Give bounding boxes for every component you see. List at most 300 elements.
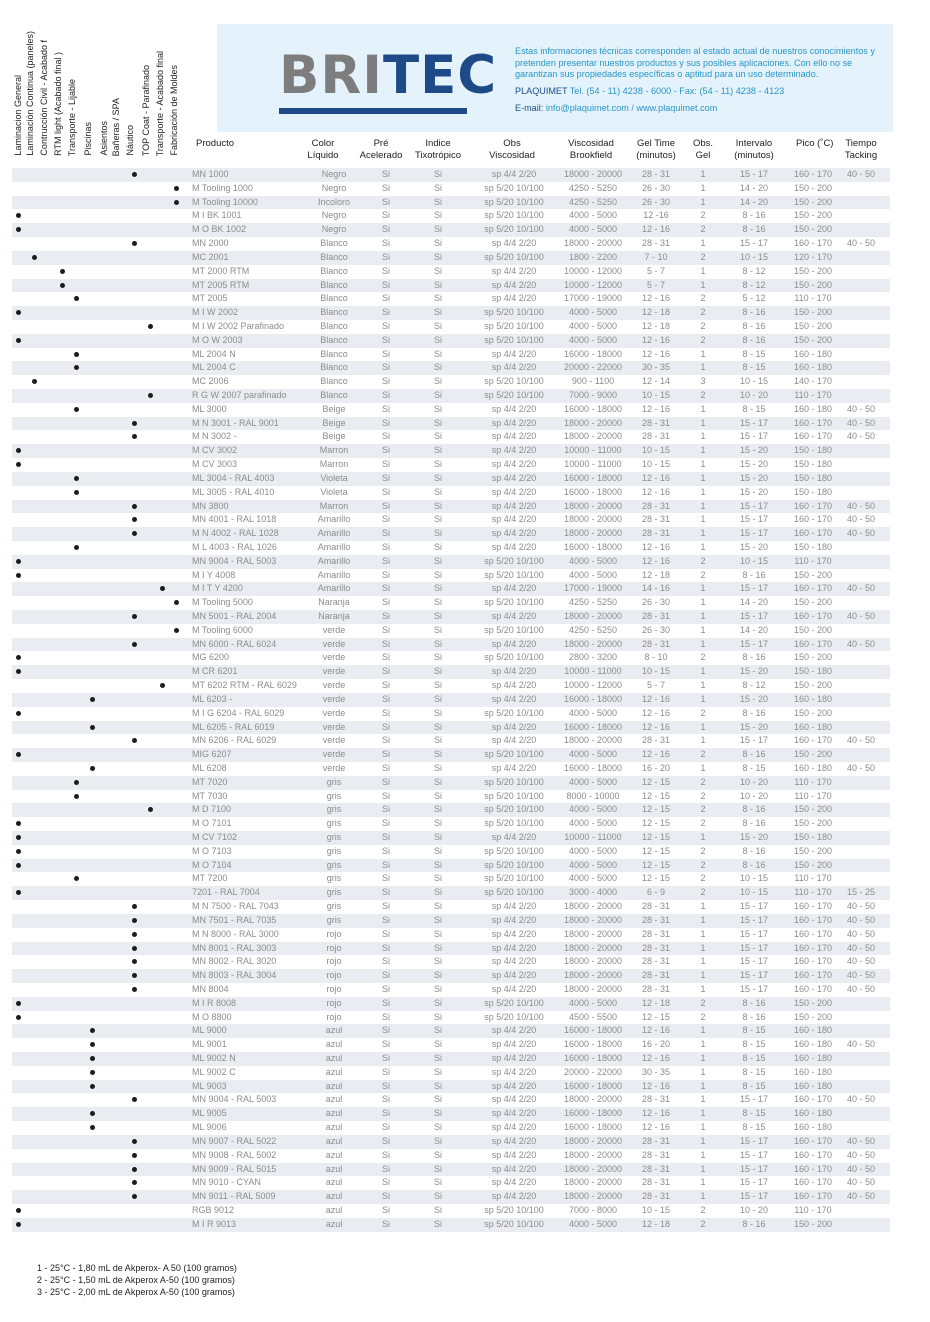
tacking-value: 40 - 50 — [846, 762, 876, 773]
col-obs — [482, 138, 542, 162]
visc-value: 16000 - 18000 — [563, 348, 623, 359]
visc-value: 18000 - 20000 — [563, 983, 623, 994]
pre-value: Si — [381, 486, 390, 497]
obs-value: sp 4/4 2/20 — [491, 362, 537, 373]
col-pre — [356, 138, 406, 162]
pre-value: Si — [381, 776, 390, 787]
application-dot-icon — [74, 407, 79, 412]
tacking-value: 40 - 50 — [846, 1135, 876, 1146]
gel-value: 12 - 15 — [641, 873, 671, 884]
visc-value: 18000 - 20000 — [563, 901, 623, 912]
obsgel-value: 2 — [700, 707, 706, 718]
pico-value: 160 - 170 — [793, 970, 833, 981]
product-name: ML 9001 — [192, 1039, 227, 1050]
col-tacking — [838, 138, 884, 162]
gel-value: 10 - 15 — [641, 666, 671, 677]
application-dot-icon — [132, 959, 137, 964]
pre-value: Si — [381, 334, 390, 345]
intervalo-value: 15 - 17 — [739, 983, 769, 994]
indice-value: Si — [433, 1204, 442, 1215]
intervalo-value: 15 - 17 — [739, 914, 769, 925]
obs-value: sp 4/4 2/20 — [491, 528, 537, 539]
gel-value: 28 - 31 — [641, 1163, 671, 1174]
product-name: MT 7200 — [192, 873, 228, 884]
application-dot-icon — [132, 172, 137, 177]
tacking-value: 40 - 50 — [846, 942, 876, 953]
obs-value: sp 4/4 2/20 — [491, 611, 537, 621]
gel-value: 28 - 31 — [641, 1149, 671, 1160]
table-row — [12, 1093, 890, 1107]
logo-tec: TEC — [382, 45, 498, 106]
obsgel-value: 1 — [700, 638, 706, 649]
pico-value: 150 - 180 — [793, 541, 833, 552]
intervalo-value: 15 - 17 — [739, 1163, 769, 1174]
col-tacking-line: Tiempo — [845, 138, 877, 149]
pre-value: Si — [381, 1122, 390, 1133]
obsgel-value: 1 — [700, 762, 706, 773]
obs-value: sp 5/20 10/100 — [484, 1011, 544, 1022]
gel-value: 12 - 15 — [641, 845, 671, 856]
email-label: E-mail: — [515, 103, 544, 114]
obs-value: sp 4/4 2/20 — [491, 459, 537, 470]
product-name: ML 9003 — [192, 1080, 227, 1091]
col-color — [302, 138, 344, 162]
visc-value: 4000 - 5000 — [568, 997, 618, 1008]
application-dot-icon — [16, 1001, 21, 1006]
pre-value: Si — [381, 693, 390, 704]
indice-value: Si — [433, 1080, 442, 1091]
gel-value: 28 - 31 — [641, 983, 671, 994]
indice-value: Si — [433, 776, 442, 787]
application-dot-icon — [132, 738, 137, 743]
obs-value: sp 5/20 10/100 — [484, 859, 544, 870]
gel-value: 28 - 31 — [641, 1191, 671, 1202]
pico-value: 110 - 170 — [794, 390, 832, 400]
pico-value: 150 - 180 — [793, 445, 833, 456]
product-name: MN 8001 - RAL 3003 — [192, 942, 277, 953]
col-intervalo-line: (minutos) — [734, 150, 774, 161]
color-value: azul — [325, 1039, 343, 1050]
obsgel-value: 1 — [700, 348, 706, 359]
product-name: ML 6208 — [192, 762, 227, 773]
application-dot-icon — [16, 835, 21, 840]
obs-value: sp 4/4 2/20 — [491, 970, 537, 981]
col-pre-line: Acelerado — [359, 150, 403, 161]
gel-value: 28 - 31 — [641, 514, 671, 525]
pre-value: Si — [381, 1025, 390, 1036]
obs-value: sp 4/4 2/20 — [491, 762, 537, 773]
color-value: Blanco — [320, 376, 348, 387]
indice-value: Si — [433, 638, 442, 649]
color-value: Marron — [319, 500, 349, 511]
color-value: azul — [325, 1204, 343, 1215]
application-dot-icon — [160, 683, 165, 688]
table-row — [12, 969, 890, 983]
pre-value: Si — [381, 376, 390, 387]
indice-value: Si — [433, 1025, 442, 1036]
footnote: 1 - 25°C - 1,80 mL de Akperox- A 50 (100 gramos) — [37, 1263, 237, 1273]
intervalo-value: 15 - 17 — [739, 1191, 769, 1202]
pico-value: 150 - 200 — [793, 597, 833, 608]
pre-value: Si — [381, 362, 390, 373]
intervalo-value: 15 - 17 — [739, 1177, 769, 1188]
pre-value: Si — [381, 680, 390, 691]
pre-value: Si — [381, 279, 390, 290]
application-header — [168, 0, 180, 156]
application-dot-icon — [148, 807, 153, 812]
obs-value: sp 4/4 2/20 — [491, 680, 537, 691]
table-row — [12, 859, 890, 873]
product-name: MG 6200 — [192, 652, 230, 663]
pico-value: 150 - 200 — [793, 210, 833, 221]
tacking-value: 40 - 50 — [846, 514, 876, 525]
color-value: Beige — [322, 403, 346, 414]
intervalo-value: 8 - 16 — [742, 320, 766, 331]
visc-value: 4250 - 5250 — [568, 196, 618, 207]
indice-value: Si — [433, 390, 442, 400]
intervalo-value: 15 - 20 — [739, 541, 769, 552]
color-value: azul — [325, 1135, 343, 1146]
pico-value: 160 - 170 — [793, 983, 833, 994]
product-name: MT 2005 — [192, 293, 228, 304]
indice-value: Si — [433, 210, 442, 221]
application-dot-icon — [74, 876, 79, 881]
gel-value: 28 - 31 — [641, 417, 671, 428]
obsgel-value: 1 — [700, 721, 706, 732]
obsgel-value: 2 — [700, 804, 706, 815]
pico-value: 150 - 200 — [793, 307, 833, 318]
application-label: Bañeras / SPA — [111, 97, 121, 156]
product-name: M I W 2002 — [192, 307, 239, 318]
application-header — [52, 0, 64, 156]
table-row — [12, 1176, 890, 1190]
visc-value: 18000 - 20000 — [563, 514, 623, 525]
visc-value: 18000 - 20000 — [563, 638, 623, 649]
col-obsgel — [688, 138, 718, 162]
email-address[interactable]: info@plaquimet.com / www.plaquimet.com — [543, 103, 718, 114]
obsgel-value: 1 — [700, 486, 706, 497]
intervalo-value: 15 - 17 — [739, 528, 769, 539]
gel-value: 12 - 16 — [641, 693, 671, 704]
gel-value: 12 - 16 — [641, 721, 671, 732]
tacking-value: 15 - 25 — [846, 887, 876, 898]
indice-value: Si — [433, 320, 442, 331]
intervalo-value: 15 - 20 — [739, 721, 769, 732]
table-row — [12, 1121, 890, 1135]
obsgel-value: 2 — [700, 224, 706, 235]
obs-value: sp 4/4 2/20 — [491, 1053, 537, 1063]
obs-value: sp 5/20 10/100 — [484, 307, 544, 318]
application-dot-icon — [60, 283, 65, 288]
pre-value: Si — [381, 790, 390, 801]
color-value: gris — [326, 818, 342, 829]
product-name: MIG 6207 — [192, 749, 232, 760]
pico-value: 160 - 180 — [793, 348, 833, 359]
gel-value: 28 - 31 — [641, 901, 671, 912]
disclaimer-text: Estas informaciones técnicas corresponden al estado actual de nuestros conocimientos y pretenden presentar nuestros productos y sus posibles aplicaciones. Con ello no se garantizan sus propiedades específicas o aptitud para un uso determinado. — [515, 46, 875, 80]
pico-value: 160 - 170 — [793, 583, 833, 594]
pre-value: Si — [381, 901, 390, 912]
obsgel-value: 1 — [700, 983, 706, 994]
obsgel-value: 1 — [700, 914, 706, 925]
pre-value: Si — [381, 238, 390, 249]
pre-value: Si — [381, 928, 390, 939]
pre-value: Si — [381, 666, 390, 677]
tacking-value: 40 - 50 — [846, 611, 876, 621]
obsgel-value: 1 — [700, 417, 706, 428]
indice-value: Si — [433, 182, 442, 193]
col-producto: Producto — [196, 138, 235, 149]
gel-value: 12 - 16 — [641, 707, 671, 718]
obs-value: sp 4/4 2/20 — [491, 914, 537, 925]
intervalo-value: 8 - 16 — [742, 307, 766, 318]
gel-value: 12 - 16 — [641, 1108, 671, 1119]
pre-value: Si — [381, 845, 390, 856]
col-obs-line: Viscosidad — [489, 150, 535, 161]
intervalo-value: 15 - 20 — [739, 486, 769, 497]
indice-value: Si — [433, 749, 442, 760]
pico-value: 150 - 180 — [793, 832, 833, 842]
table-row — [12, 983, 890, 997]
color-value: azul — [325, 1108, 343, 1119]
table-row — [12, 665, 890, 679]
intervalo-value: 10 - 20 — [739, 776, 769, 787]
visc-value: 18000 - 20000 — [563, 1191, 623, 1202]
tacking-value: 40 - 50 — [846, 983, 876, 994]
obsgel-value: 1 — [700, 901, 706, 912]
gel-value: 10 - 15 — [641, 459, 671, 470]
indice-value: Si — [433, 1135, 442, 1146]
product-name: MN 5001 - RAL 2004 — [192, 611, 277, 621]
visc-value: 17000 - 19000 — [563, 293, 623, 304]
product-name: ML 3005 - RAL 4010 — [192, 486, 275, 497]
gel-value: 7 - 10 — [644, 251, 668, 262]
obs-value: sp 4/4 2/20 — [491, 1135, 537, 1146]
color-value: Blanco — [320, 279, 348, 290]
table-row — [12, 292, 890, 306]
product-name: MN 9010 - CYAN — [192, 1177, 261, 1188]
product-name: MN 7501 - RAL 7035 — [192, 914, 277, 925]
obs-value: sp 4/4 2/20 — [491, 293, 537, 304]
indice-value: Si — [433, 279, 442, 290]
pre-value: Si — [381, 1039, 390, 1050]
pico-value: 160 - 180 — [793, 1108, 833, 1119]
table-row — [12, 1135, 890, 1149]
application-dot-icon — [90, 1084, 95, 1089]
obsgel-value: 1 — [700, 1066, 706, 1077]
pre-value: Si — [381, 1094, 390, 1105]
gel-value: 10 - 15 — [641, 390, 671, 400]
pre-value: Si — [381, 942, 390, 953]
color-value: Negro — [321, 169, 347, 179]
pre-value: Si — [381, 348, 390, 359]
col-color-line: Color — [311, 138, 335, 149]
visc-value: 18000 - 20000 — [563, 928, 623, 939]
intervalo-value: 10 - 20 — [739, 390, 769, 400]
obs-value: sp 4/4 2/20 — [491, 928, 537, 939]
product-name: ML 2004 N — [192, 348, 236, 359]
application-header — [110, 0, 122, 156]
indice-value: Si — [433, 1094, 442, 1105]
table-row — [12, 721, 890, 735]
application-dot-icon — [132, 517, 137, 522]
indice-value: Si — [433, 611, 442, 621]
indice-value: Si — [433, 459, 442, 470]
intervalo-value: 10 - 15 — [739, 873, 769, 884]
intervalo-value: 8 - 15 — [742, 348, 766, 359]
table-row — [12, 417, 890, 431]
indice-value: Si — [433, 541, 442, 552]
email-line — [515, 103, 885, 115]
table-row — [12, 872, 890, 886]
obsgel-value: 2 — [700, 749, 706, 760]
application-header — [154, 0, 166, 156]
indice-value: Si — [433, 265, 442, 276]
color-value: gris — [326, 776, 342, 787]
product-name: MN 9007 - RAL 5022 — [192, 1135, 277, 1146]
pico-value: 150 - 200 — [793, 1011, 833, 1022]
visc-value: 7000 - 9000 — [568, 390, 618, 400]
pico-value: 160 - 170 — [793, 238, 833, 249]
gel-value: 12 - 16 — [641, 472, 671, 483]
color-value: verde — [322, 638, 346, 649]
table-row — [12, 1080, 890, 1094]
visc-value: 18000 - 20000 — [563, 528, 623, 539]
table-row — [12, 500, 890, 514]
obs-value: sp 4/4 2/20 — [491, 348, 537, 359]
obsgel-value: 1 — [700, 238, 706, 249]
intervalo-value: 8 - 15 — [742, 362, 766, 373]
obs-value: sp 5/20 10/100 — [484, 376, 544, 387]
product-name: MC 2001 — [192, 251, 229, 262]
gel-value: 28 - 31 — [641, 942, 671, 953]
obs-value: sp 4/4 2/20 — [491, 832, 537, 842]
table-row — [12, 389, 890, 403]
obsgel-value: 2 — [700, 555, 706, 566]
visc-value: 4000 - 5000 — [568, 555, 618, 566]
obs-value: sp 4/4 2/20 — [491, 721, 537, 732]
product-name: MN 8003 - RAL 3004 — [192, 970, 277, 981]
intervalo-value: 8 - 16 — [742, 569, 766, 580]
indice-value: Si — [433, 707, 442, 718]
color-value: gris — [326, 804, 342, 815]
color-value: verde — [322, 749, 346, 760]
obsgel-value: 1 — [700, 1094, 706, 1105]
obs-value: sp 4/4 2/20 — [491, 1122, 537, 1133]
application-label: RTM light (Acabado final ) — [53, 52, 63, 156]
visc-value: 18000 - 20000 — [563, 417, 623, 428]
obsgel-value: 1 — [700, 1149, 706, 1160]
color-value: verde — [322, 707, 346, 718]
obsgel-value: 1 — [700, 500, 706, 511]
pico-value: 150 - 200 — [793, 652, 833, 663]
obs-value: sp 4/4 2/20 — [491, 583, 537, 594]
obsgel-value: 1 — [700, 472, 706, 483]
pico-value: 160 - 170 — [793, 1163, 833, 1174]
obs-value: sp 4/4 2/20 — [491, 901, 537, 912]
product-name: MN 2000 — [192, 238, 229, 249]
application-dot-icon — [16, 655, 21, 660]
col-indice-line: Tixotrópico — [414, 150, 462, 161]
color-value: verde — [322, 721, 346, 732]
pico-value: 160 - 180 — [793, 721, 833, 732]
table-row — [12, 651, 890, 665]
intervalo-value: 15 - 17 — [739, 942, 769, 953]
obs-value: sp 4/4 2/20 — [491, 445, 537, 456]
visc-value: 18000 - 20000 — [563, 169, 623, 179]
obs-value: sp 4/4 2/20 — [491, 1108, 537, 1119]
color-value: verde — [322, 652, 346, 663]
pre-value: Si — [381, 417, 390, 428]
obsgel-value: 1 — [700, 970, 706, 981]
color-value: Beige — [322, 417, 346, 428]
table-row — [12, 1052, 890, 1066]
intervalo-value: 10 - 15 — [739, 376, 769, 387]
table-row — [12, 734, 890, 748]
application-dot-icon — [90, 697, 95, 702]
color-value: azul — [325, 1053, 343, 1063]
pico-value: 160 - 180 — [793, 693, 833, 704]
table-row — [12, 790, 890, 804]
obsgel-value: 1 — [700, 956, 706, 967]
gel-value: 28 - 31 — [641, 238, 671, 249]
application-dot-icon — [74, 545, 79, 550]
product-name: MN 1000 — [192, 169, 229, 179]
intervalo-value: 8 - 15 — [742, 1039, 766, 1050]
pre-value: Si — [381, 859, 390, 870]
pre-value: Si — [381, 1204, 390, 1215]
product-name: ML 6203 - — [192, 693, 233, 704]
table-row — [12, 900, 890, 914]
gel-value: 12 - 16 — [641, 749, 671, 760]
table-row — [12, 679, 890, 693]
obs-value: sp 4/4 2/20 — [491, 417, 537, 428]
visc-value: 10000 - 12000 — [563, 265, 623, 276]
color-value: rojo — [326, 942, 342, 953]
application-dot-icon — [16, 1208, 21, 1213]
obs-value: sp 5/20 10/100 — [484, 776, 544, 787]
pre-value: Si — [381, 224, 390, 235]
product-name: MC 2006 — [192, 376, 229, 387]
table-header — [0, 138, 930, 170]
application-dot-icon — [132, 642, 137, 647]
obsgel-value: 1 — [700, 693, 706, 704]
indice-value: Si — [433, 970, 442, 981]
obsgel-value: 2 — [700, 873, 706, 884]
application-dot-icon — [74, 365, 79, 370]
contact-label: PLAQUIMET — [515, 85, 568, 96]
table-row — [12, 610, 890, 624]
intervalo-value: 8 - 16 — [742, 749, 766, 760]
visc-value: 4000 - 5000 — [568, 749, 618, 760]
intervalo-value: 8 - 12 — [742, 279, 766, 290]
application-dot-icon — [74, 794, 79, 799]
obsgel-value: 1 — [700, 541, 706, 552]
application-header — [82, 0, 94, 156]
gel-value: 12 - 15 — [641, 832, 671, 842]
obs-value: sp 4/4 2/20 — [491, 1191, 537, 1202]
obs-value: sp 4/4 2/20 — [491, 638, 537, 649]
application-dot-icon — [132, 1153, 137, 1158]
intervalo-value: 15 - 17 — [739, 638, 769, 649]
color-value: azul — [325, 1080, 343, 1091]
contact-line — [515, 86, 885, 98]
pico-value: 150 - 180 — [793, 472, 833, 483]
color-value: rojo — [326, 970, 342, 981]
color-value: Marron — [319, 459, 349, 470]
obsgel-value: 1 — [700, 403, 706, 414]
table-row — [12, 748, 890, 762]
